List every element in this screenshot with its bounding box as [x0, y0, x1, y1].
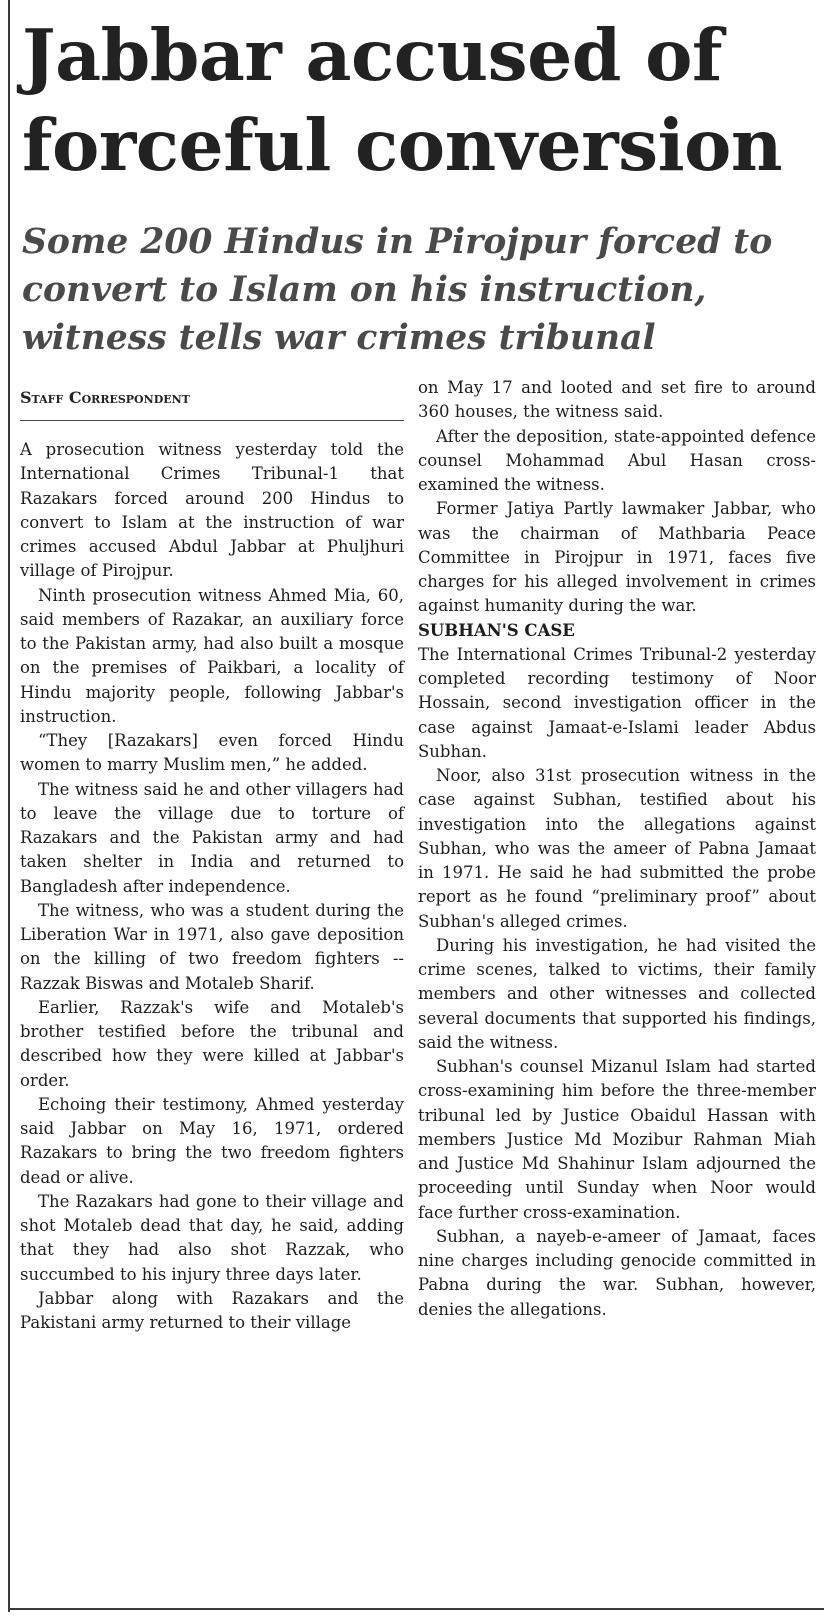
section-heading: SUBHAN'S CASE [418, 620, 575, 640]
body-paragraph: Jabbar along with Razakars and the Pakistani army returned to their village [20, 1288, 404, 1332]
body-paragraph: Former Jatiya Partly lawmaker Jabbar, who was the chairman of Mathbaria Peace Committee in Pirojpur in 1971, faces five charges for his alleged involvement in crimes against humanity during the war. [418, 499, 816, 616]
bottom-border-rule [8, 1608, 824, 1610]
body-paragraph: Noor, also 31st prosecution witness in the case against Subhan, testified about his investigation into the allegations against Subhan, who was the ameer of Pabna Jamaat in 1971. He said he had submitted the probe report as he found “preliminary proof” about Subhan's alleged crimes. [418, 766, 816, 931]
body-paragraph: After the deposition, state-appointed defence counsel Mohammad Abul Hasan cross-examined the witness. [418, 426, 816, 494]
article-column-1 [20, 438, 404, 1335]
article-column-2 [418, 376, 816, 1322]
body-paragraph: Ninth prosecution witness Ahmed Mia, 60, said members of Razakar, an auxiliary force to the Pakistan army, had also built a mosque on the premises of Paikbari, a locality of Hindu majority people, following Jabbar's instruction. [20, 585, 404, 726]
body-paragraph: “They [Razakars] even forced Hindu women to marry Muslim men,” he added. [20, 731, 404, 775]
headline: Jabbar accused of forceful conversion [22, 13, 783, 187]
body-paragraph: During his investigation, he had visited the crime scenes, talked to victims, their family members and other witnesses and collected several documents that supported his findings, said the witness. [418, 935, 816, 1052]
body-paragraph: Subhan's counsel Mizanul Islam had started cross-examining him before the three-member tribunal led by Justice Obaidul Hassan with members Justice Md Mozibur Rahman Miah and Justice Md Shahinur Islam adjourned the proceeding until Sunday when Noor would face further cross-examination. [418, 1057, 816, 1222]
body-paragraph: Echoing their testimony, Ahmed yesterday said Jabbar on May 16, 1971, ordered Razakars to bring the two freedom fighters dead or alive. [20, 1094, 404, 1187]
lead-paragraph: A prosecution witness yesterday told the International Crimes Tribunal-1 that Razakars forced around 200 Hindus to convert to Islam at the instruction of war crimes accused Abdul Jabbar at Phuljhuri village of Pirojpur. [20, 440, 404, 581]
byline-divider [20, 420, 404, 421]
subheadline: Some 200 Hindus in Pirojpur forced to convert to Islam on his instruction, witness tells war crimes tribunal [22, 222, 773, 358]
body-paragraph: Earlier, Razzak's wife and Motaleb's brother testified before the tribunal and described how they were killed at Jabbar's order. [20, 997, 404, 1090]
body-paragraph: The witness said he and other villagers had to leave the village due to torture of Razakars and the Pakistan army and had taken shelter in India and returned to Bangladesh after independence. [20, 779, 404, 896]
body-paragraph: The witness, who was a student during the Liberation War in 1971, also gave deposition on the killing of two freedom fighters -- Razzak Biswas and Motaleb Sharif. [20, 900, 404, 993]
continued-paragraph: on May 17 and looted and set fire to around 360 houses, the witness said. [418, 378, 816, 422]
body-paragraph: Subhan, a nayeb-e-ameer of Jamaat, faces nine charges including genocide committed in Pabna during the war. Subhan, however, denies the allegations. [418, 1226, 816, 1319]
body-paragraph: The International Crimes Tribunal-2 yesterday completed recording testimony of Noor Hossain, second investigation officer in the case against Jamaat-e-Islami leader Abdus Subhan. [418, 644, 816, 761]
left-border-rule [8, 0, 10, 1612]
byline: Staff Correspondent [20, 388, 190, 407]
body-paragraph: The Razakars had gone to their village and shot Motaleb dead that day, he said, adding that they had also shot Razzak, who succumbed to his injury three days later. [20, 1191, 404, 1284]
